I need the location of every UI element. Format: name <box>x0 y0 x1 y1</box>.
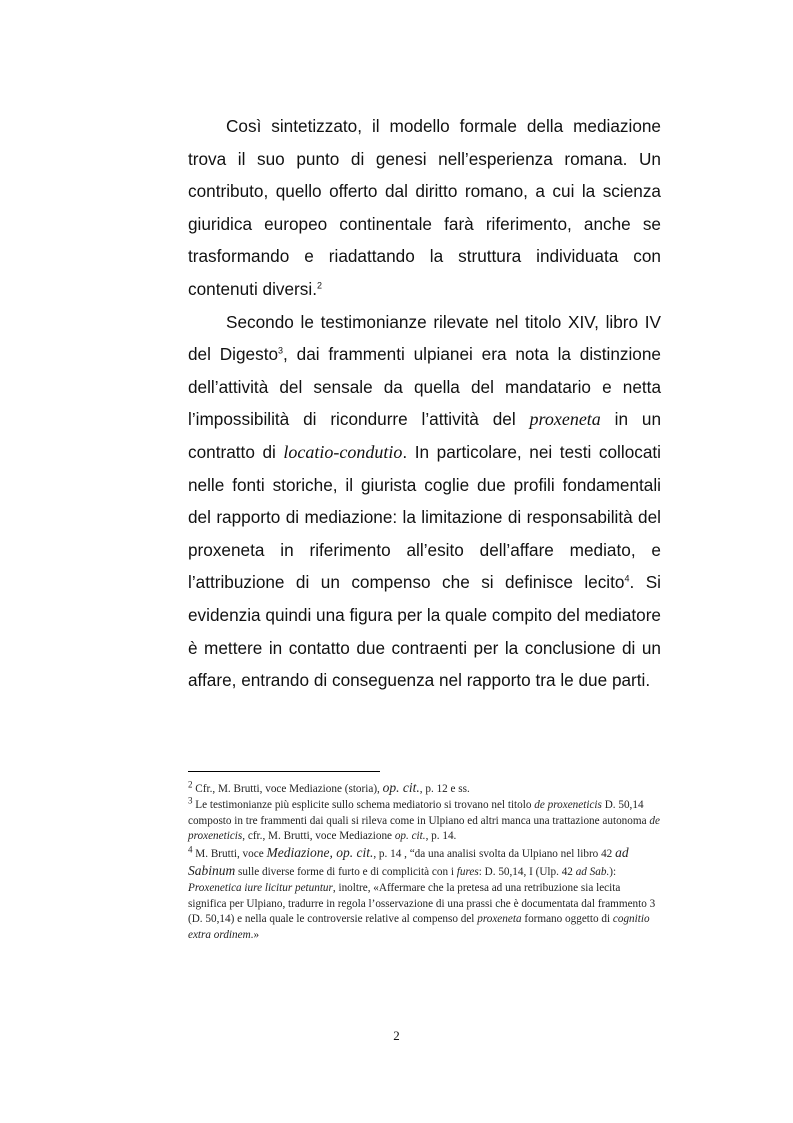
footnote-ref-2[interactable]: 2 <box>316 280 322 291</box>
paragraph-2: Secondo le testimonianze rilevate nel titolo XIV, libro IV del Digesto$^3$, dai frammenti ulpianei era nota la distinzione dell’attività del sensale da quella del mandatario e netta l’impossibilità di ricondurre l’attività del proxeneta in un contratto di locatio-condutio. In particolare, nei testi collocati nelle fonti storiche, il giurista coglie due profili fondamentali del rapporto di mediazione: la limitazione di responsabilità del proxeneta in riferimento all’esito dell’affare mediato, e l’attribuzione di un compenso che si definisce lecito$^4$. Si evidenzia quindi una figura per la quale compito del mediatore è mettere in contatto due contraenti per la conclusione di un affare, entrando di conseguenza nel rapporto tra le due parti. <box>188 311 662 691</box>
page-number: 2 <box>393 1028 400 1043</box>
footnote-ref-3[interactable]: 3 <box>278 345 284 356</box>
footnote-4: $^4$ M. Brutti, voce Mediazione, op. cit., p. 14 , “da una analisi svolta da Ulpiano nel libro 42 ad Sabinum sulle diverse forme di furto e di complicità con i fures: D. 50,14, I (Ulp. 42 ad Sab.): Proxenetica iure licitur petuntur, inoltre, «Affermare che la pretesa ad una retribuzione sia lecita significa per Ulpiano, tradurre in regola l’osservazione di una prassi che è documentata dal frammento 3 (D. 50,14) e nella quale le controversie relative al compenso del proxeneta formano oggetto di cognitio extra ordinem.» <box>188 844 656 942</box>
paragraph-1: Così sintetizzato, il modello formale della mediazione trova il suo punto di genesi nell’esperienza romana. Un contributo, quello offerto dal diritto romano, a cui la scienza giuridica europeo continentale farà riferimento, anche se trasformando e riadattando la struttura individuata con contenuti diversi.$^2$ <box>188 116 661 299</box>
footnote-separator <box>188 771 380 772</box>
body-text <box>188 110 661 697</box>
footnotes <box>188 780 660 944</box>
footnote-ref-4[interactable]: 4 <box>624 573 630 584</box>
footnote-3: $^3$ Le testimonianze più esplicite sullo schema mediatorio si trovano nel titolo de proxeneticis D. 50,14 composto in tre frammenti dai quali si rileva come in Ulpiano ed altri manca una trattazione autonoma de proxeneticis, cfr., M. Brutti, voce Mediazione op. cit., p. 14. <box>188 795 660 843</box>
footnote-2: $^2$ Cfr., M. Brutti, voce Mediazione (storia), op. cit., p. 12 e ss. <box>188 779 470 795</box>
